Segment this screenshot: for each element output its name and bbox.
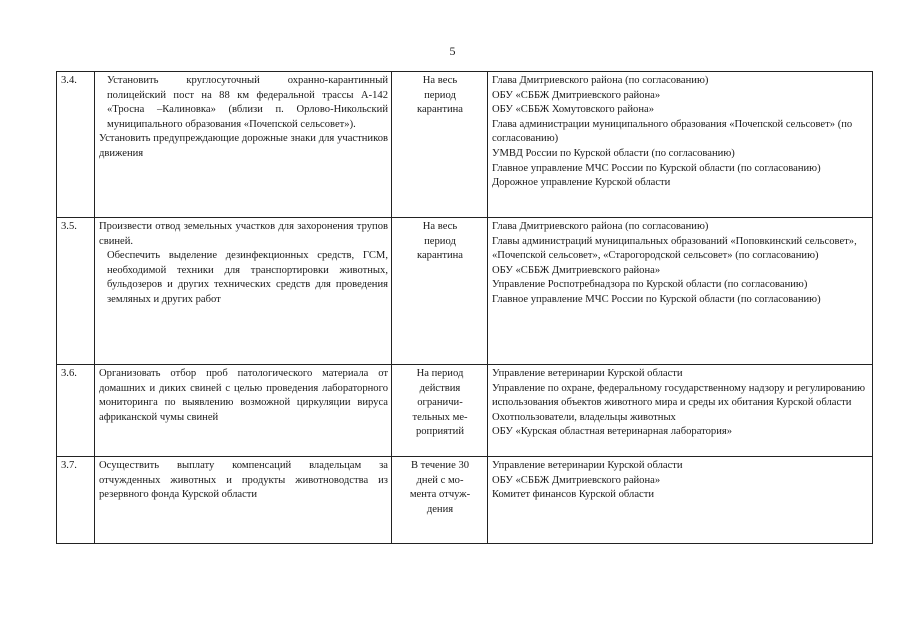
period-line: роприятий bbox=[415, 426, 465, 438]
task-text: Организовать отбор проб патологического материала от домашних и диких свиней с целью проведения лабораторного мониторинга по выявлению возможной циркуляции вируса африканской чумы свиней bbox=[99, 368, 388, 423]
task-text: Установить предупреждающие дорожные знаки для участников движения bbox=[99, 133, 388, 159]
responsible-entry: Глава Дмитриевского района (по согласованию) bbox=[492, 75, 709, 86]
period-cell bbox=[392, 365, 488, 457]
period-line: На весь bbox=[422, 221, 458, 232]
period-cell bbox=[392, 457, 488, 544]
responsible-cell bbox=[488, 365, 873, 457]
responsible-entry: УМВД России по Курской области (по согласованию) bbox=[492, 147, 735, 159]
task-text: Установить круглосуточный охранно-карантинный полицейский пост на 88 км федеральной трассы А-142 «Тросна –Калиновка» (вблизи п. Орлово-Никольский муниципального образования «Почепской сельсовет»). bbox=[107, 75, 388, 130]
period-line: карантина bbox=[416, 250, 464, 262]
period-line: ограничи- bbox=[417, 397, 463, 409]
responsible-entry: Управление ветеринарии Курской области bbox=[492, 460, 683, 471]
responsible-entry: Комитет финансов Курской области bbox=[492, 489, 655, 501]
responsible-entry: Управление ветеринарии Курской области bbox=[492, 368, 683, 379]
responsible-entry: Главное управление МЧС России по Курской области (по согласованию) bbox=[492, 293, 821, 305]
item-number: 3.6. bbox=[57, 365, 95, 457]
period-line: дения bbox=[426, 503, 454, 515]
period-line: мента отчуж- bbox=[409, 489, 471, 501]
responsible-entry: Управление по охране, федеральному государственному надзору и регулированию использования объектов животного мира и среды их обитания Курской области bbox=[492, 382, 866, 409]
responsible-entry: Управление Роспотребнадзора по Курской области (по согласованию) bbox=[492, 279, 808, 291]
responsible-entry: ОБУ «СББЖ Дмитриевского района» bbox=[492, 264, 661, 276]
responsible-cell bbox=[488, 457, 873, 544]
period-line: На весь bbox=[422, 75, 458, 86]
item-number: 3.4. bbox=[57, 72, 95, 218]
period-cell bbox=[392, 218, 488, 365]
task-cell bbox=[95, 218, 392, 365]
period-line: период bbox=[424, 235, 456, 247]
table-row bbox=[57, 72, 873, 218]
period-line: На период bbox=[416, 368, 464, 379]
responsible-cell bbox=[488, 72, 873, 218]
page-number: 5 bbox=[449, 44, 456, 58]
period-cell bbox=[392, 72, 488, 218]
responsible-entry: Главное управление МЧС России по Курской области (по согласованию) bbox=[492, 162, 821, 174]
measures-table bbox=[56, 71, 873, 544]
responsible-entry: Глава администрации муниципального образования «Почепской сельсовет» (по согласованию) bbox=[492, 118, 853, 145]
responsible-entry: Главы администраций муниципальных образований «Поповкинский сельсовет», «Почепской сельсовет», «Старогородской сельсовет» (по согласованию) bbox=[492, 235, 857, 262]
task-cell bbox=[95, 72, 392, 218]
table-row bbox=[57, 365, 873, 457]
task-text: Произвести отвод земельных участков для захоронения трупов свиней. bbox=[99, 221, 388, 247]
period-line: тельных ме- bbox=[412, 411, 468, 423]
responsible-entry: Глава Дмитриевского района (по согласованию) bbox=[492, 221, 709, 232]
item-number: 3.5. bbox=[57, 218, 95, 365]
responsible-entry: Дорожное управление Курской области bbox=[492, 177, 671, 189]
table-row bbox=[57, 218, 873, 365]
task-text: Обеспечить выделение дезинфекционных средств, ГСМ, необходимой техники для транспортировки животных, бульдозеров и других технических средств для проведения земляных и других работ bbox=[107, 250, 388, 305]
responsible-entry: ОБУ «СББЖ Дмитриевского района» bbox=[492, 89, 661, 101]
responsible-entry: ОБУ «СББЖ Дмитриевского района» bbox=[492, 474, 661, 486]
responsible-entry: Охотпользователи, владельцы животных bbox=[492, 411, 676, 423]
task-text: Осуществить выплату компенсаций владельцам за отчужденных животных и продукты животноводства из резервного фонда Курской области bbox=[99, 460, 388, 501]
item-number: 3.7. bbox=[57, 457, 95, 544]
period-line: дней с мо- bbox=[416, 474, 464, 486]
period-line: карантина bbox=[416, 104, 464, 116]
task-cell bbox=[95, 457, 392, 544]
period-line: действия bbox=[419, 382, 461, 394]
responsible-entry: ОБУ «Курская областная ветеринарная лаборатория» bbox=[492, 426, 733, 438]
period-line: В течение 30 bbox=[410, 460, 470, 471]
task-cell bbox=[95, 365, 392, 457]
responsible-entry: ОБУ «СББЖ Хомутовского района» bbox=[492, 104, 654, 116]
period-line: период bbox=[424, 89, 456, 101]
responsible-cell bbox=[488, 218, 873, 365]
table-row bbox=[57, 457, 873, 544]
